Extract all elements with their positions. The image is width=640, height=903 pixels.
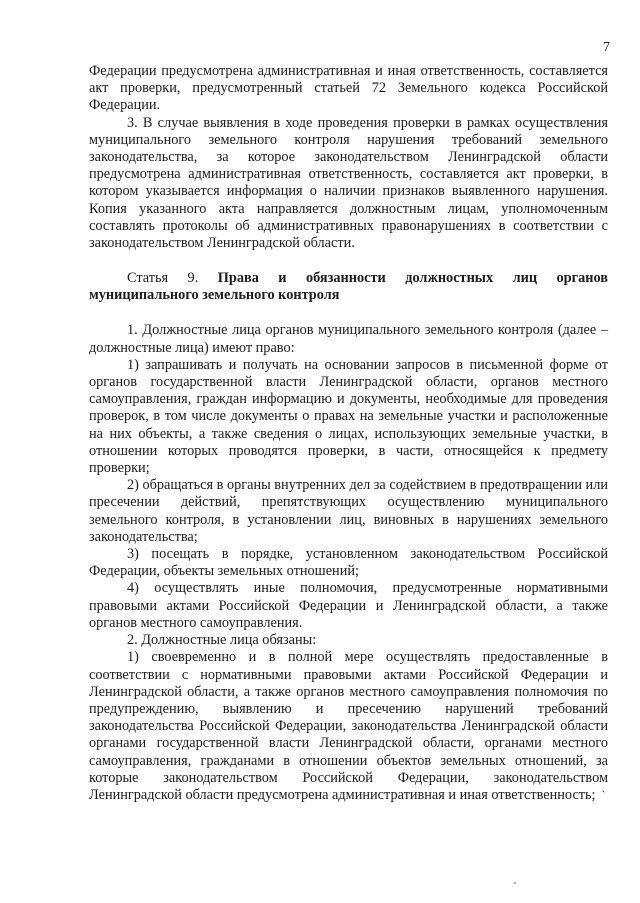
article-heading — [89, 270, 608, 304]
article-paragraph-1-3: 3) посещать в порядке, установленном законодательством Российской Федерации, объекты земельных отношений; — [89, 546, 608, 580]
article-prefix: Статья 9. — [127, 270, 199, 287]
paragraph-continuation: Федерации предусмотрена административная и иная ответственность, составляется акт проверки, предусмотренный статьей 72 Земельного кодекса Российской Федерации. — [89, 63, 608, 114]
article-title: Права и обязанности должностных лиц органов муниципального земельного контроля — [89, 270, 609, 304]
article-paragraph-1: 1. Должностные лица органов муниципального земельного контроля (далее – должностные лица) имеют право: — [89, 322, 608, 356]
article-paragraph-1-1: 1) запрашивать и получать на основании запросов в письменной форме от органов государственной власти Ленинградской области, органов местного самоуправления, граждан информацию и документы, необходимые для проведения проверок, в том числе документы о правах на земельные участки и расположенные на них объекты, а также сведения о лицах, использующих земельные участки, в отношении которых проводятся проверки, в части, относящейся к предмету проверки; — [89, 356, 608, 477]
scan-artifact-dot — [514, 882, 516, 884]
document-body — [89, 63, 608, 804]
stray-mark: ` — [601, 787, 606, 802]
article-paragraph-1-4: 4) осуществлять иные полномочия, предусмотренные нормативными правовыми актами Российской Федерации и Ленинградской области, а также органов местного самоуправления. — [89, 580, 608, 631]
paragraph-item-3: 3. В случае выявления в ходе проведения проверки в рамках осуществления муниципального земельного контроля нарушения требований земельного законодательства, за которое законодательством Ленинградской области предусмотрена административная ответственность, составляется акт проверки, в котором указывается информация о наличии признаков выявленного нарушения. Копия указанного акта направляется должностным лицам, уполномоченным составлять протоколы об административных правонарушениях в соответствии с законодательством Ленинградской области. — [89, 114, 608, 252]
article-paragraph-2: 2. Должностные лица обязаны: — [127, 632, 317, 649]
article-paragraph-1-2: 2) обращаться в органы внутренних дел за содействием в предотвращении или пресечении действий, препятствующих осуществлению муниципального земельного контроля, в установлении лиц, виновных в нарушениях земельного законодательства; — [89, 477, 608, 545]
article-paragraph-2-1 — [89, 649, 608, 804]
article-paragraph-2-1-text: 1) своевременно и в полной мере осуществлять предоставленные в соответствии с нормативными правовыми актами Российской Федерации и Ленинградской области, а также органов местного самоуправления полномочия по предупреждению, выявлению и пресечению нарушений требований законодательства Российской Федерации, законодательства Ленинградской области органами государственной власти Ленинградской области, органами местного самоуправления, гражданами в отношении объектов земельных отношений, за которые законодательством Российской Федерации, законодательством Ленинградской области предусмотрена административная и иная ответственность; — [89, 649, 608, 803]
page-number: 7 — [603, 40, 610, 55]
